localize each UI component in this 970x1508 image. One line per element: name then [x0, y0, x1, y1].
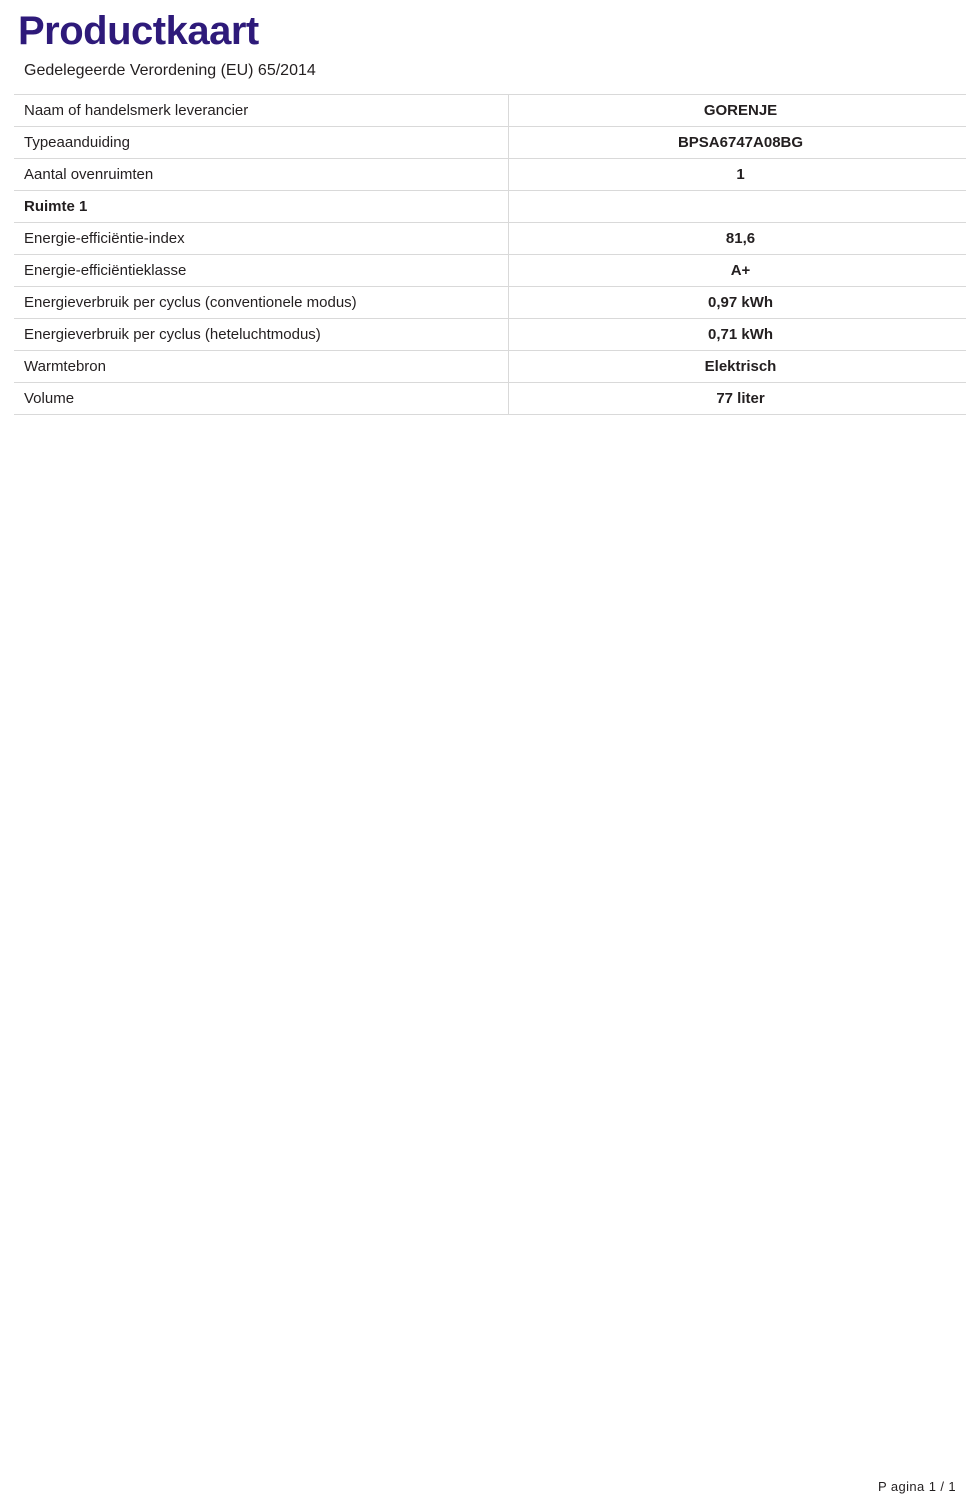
table-row [14, 383, 966, 415]
spec-label: Typeaanduiding [14, 127, 509, 159]
spec-section-value [509, 191, 967, 223]
spec-label: Aantal ovenruimten [14, 159, 509, 191]
table-row [14, 319, 966, 351]
table-row [14, 95, 966, 127]
spec-value: 0,97 kWh [509, 287, 967, 319]
spec-value: GORENJE [509, 95, 967, 127]
spec-label: Warmtebron [14, 351, 509, 383]
table-section-row [14, 191, 966, 223]
spec-value: BPSA6747A08BG [509, 127, 967, 159]
spec-label: Energieverbruik per cyclus (heteluchtmodus) [14, 319, 509, 351]
spec-label: Energie-efficiëntieklasse [14, 255, 509, 287]
page-footer: P agina 1 / 1 [878, 1479, 956, 1494]
spec-value: 81,6 [509, 223, 967, 255]
spec-label: Energie-efficiëntie-index [14, 223, 509, 255]
page-subtitle: Gedelegeerde Verordening (EU) 65/2014 [24, 62, 316, 79]
spec-label: Naam of handelsmerk leverancier [14, 95, 509, 127]
spec-label: Volume [14, 383, 509, 415]
table-row [14, 255, 966, 287]
table-row [14, 159, 966, 191]
spec-value: 0,71 kWh [509, 319, 967, 351]
specifications-table-body [14, 95, 966, 415]
spec-value: 1 [509, 159, 967, 191]
spec-value: Elektrisch [509, 351, 967, 383]
spec-section-label: Ruimte 1 [14, 191, 509, 223]
spec-value: A+ [509, 255, 967, 287]
table-row [14, 287, 966, 319]
spec-value: 77 liter [509, 383, 967, 415]
specifications-table [14, 94, 966, 415]
table-row [14, 223, 966, 255]
spec-label: Energieverbruik per cyclus (conventionele modus) [14, 287, 509, 319]
table-row [14, 351, 966, 383]
product-fiche-page [0, 8, 970, 1508]
page-title: Productkaart [18, 9, 259, 53]
table-row [14, 127, 966, 159]
